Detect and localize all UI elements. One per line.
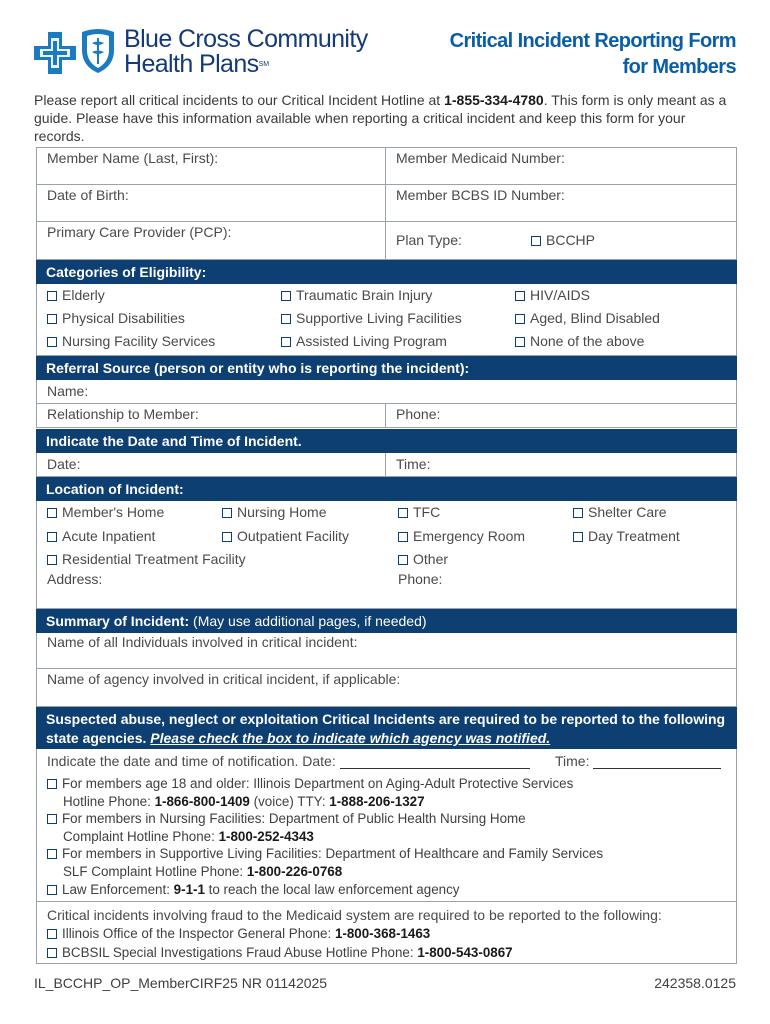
location-shelter-care-checkbox[interactable]: Shelter Care bbox=[573, 504, 667, 520]
eligibility-elderly-checkbox[interactable]: Elderly bbox=[47, 287, 105, 303]
summary-heading: Summary of Incident: (May use additional pages, if needed) bbox=[36, 609, 737, 633]
location-nursing-home-checkbox[interactable]: Nursing Home bbox=[222, 504, 326, 520]
bcbs-id-field[interactable]: Member BCBS ID Number: bbox=[396, 187, 565, 203]
eligibility-supportive-living-checkbox[interactable]: Supportive Living Facilities bbox=[281, 310, 462, 326]
location-emergency-room-checkbox[interactable]: Emergency Room bbox=[398, 528, 525, 544]
form-code: IL_BCCHP_OP_MemberCIRF25 NR 01142025 bbox=[34, 975, 328, 991]
notification-time-field[interactable]: Time: bbox=[555, 753, 721, 769]
plan-bcchp-checkbox[interactable]: BCCHP bbox=[531, 232, 595, 248]
location-address-field[interactable]: Address: bbox=[47, 571, 103, 587]
location-residential-checkbox[interactable]: Residential Treatment Facility bbox=[47, 551, 246, 567]
notification-date-field[interactable]: Indicate the date and time of notification. Date: bbox=[47, 753, 530, 769]
agency-law-enforcement-checkbox[interactable]: Law Enforcement: 9-1-1 to reach the local law enforcement agency bbox=[47, 881, 460, 899]
eligibility-nursing-facility-checkbox[interactable]: Nursing Facility Services bbox=[47, 333, 215, 349]
hotline-number: 1-855-334-4780 bbox=[444, 92, 544, 108]
medicaid-number-field[interactable]: Member Medicaid Number: bbox=[396, 150, 565, 166]
agency-hfs-checkbox[interactable]: For members in Supportive Living Facilities: Department of Healthcare and Family Services SLF Complaint Hotline Phone: 1-800-226-0768 bbox=[47, 845, 603, 880]
location-tfc-checkbox[interactable]: TFC bbox=[398, 504, 440, 520]
location-heading: Location of Incident: bbox=[36, 477, 737, 501]
eligibility-section bbox=[36, 284, 737, 356]
date-of-birth-field[interactable]: Date of Birth: bbox=[47, 187, 129, 203]
fraud-bcbsil-checkbox[interactable]: BCBSIL Special Investigations Fraud Abuse Hotline Phone: 1-800-543-0867 bbox=[47, 944, 513, 962]
incident-date-field[interactable]: Date: bbox=[47, 456, 81, 472]
eligibility-hiv-aids-checkbox[interactable]: HIV/AIDS bbox=[515, 287, 590, 303]
summary-section bbox=[36, 633, 737, 707]
member-info-section bbox=[36, 147, 737, 260]
location-day-treatment-checkbox[interactable]: Day Treatment bbox=[573, 528, 680, 544]
incident-time-field[interactable]: Time: bbox=[396, 456, 431, 472]
state-agencies-heading: Suspected abuse, neglect or exploitation Critical Incidents are required to be reported to the following state agencies. Please check the box to indicate which agency was notified. bbox=[36, 707, 737, 749]
fraud-heading: Critical incidents involving fraud to the Medicaid system are required to be reported to the following: bbox=[47, 907, 662, 923]
individuals-involved-field[interactable]: Name of all Individuals involved in critical incident: bbox=[47, 634, 358, 650]
service-mark: SM bbox=[258, 61, 270, 68]
eligibility-none-checkbox[interactable]: None of the above bbox=[515, 333, 644, 349]
referral-section bbox=[36, 380, 737, 428]
eligibility-physical-disabilities-checkbox[interactable]: Physical Disabilities bbox=[47, 310, 185, 326]
plan-type-label: Plan Type: bbox=[396, 232, 462, 248]
eligibility-tbi-checkbox[interactable]: Traumatic Brain Injury bbox=[281, 287, 432, 303]
page-header bbox=[0, 0, 770, 88]
fraud-inspector-general-checkbox[interactable]: Illinois Office of the Inspector General Phone: 1-800-368-1463 bbox=[47, 925, 430, 943]
referral-heading: Referral Source (person or entity who is reporting the incident): bbox=[36, 356, 737, 380]
pcp-field[interactable]: Primary Care Provider (PCP): bbox=[47, 224, 232, 240]
location-acute-inpatient-checkbox[interactable]: Acute Inpatient bbox=[47, 528, 155, 544]
location-section bbox=[36, 501, 737, 609]
location-other-checkbox[interactable]: Other bbox=[398, 551, 448, 567]
eligibility-heading: Categories of Eligibility: bbox=[36, 260, 737, 284]
form-title: Critical Incident Reporting Form for Members bbox=[449, 30, 736, 78]
referral-phone-field[interactable]: Phone: bbox=[396, 406, 441, 422]
state-agencies-section bbox=[36, 749, 737, 902]
brand-name: Blue Cross Community Health Plans℠ bbox=[124, 25, 368, 78]
eligibility-assisted-living-checkbox[interactable]: Assisted Living Program bbox=[281, 333, 447, 349]
location-members-home-checkbox[interactable]: Member's Home bbox=[47, 504, 164, 520]
checkbox-icon bbox=[531, 236, 541, 246]
fraud-section bbox=[36, 902, 737, 964]
agency-involved-field[interactable]: Name of agency involved in critical incident, if applicable: bbox=[47, 671, 401, 687]
form-number: 242358.0125 bbox=[654, 975, 736, 991]
location-phone-field[interactable]: Phone: bbox=[398, 571, 443, 587]
agency-public-health-checkbox[interactable]: For members in Nursing Facilities: Department of Public Health Nursing Home Complaint Hotline Phone: 1-800-252-4343 bbox=[47, 810, 526, 845]
agency-adult-protective-checkbox[interactable]: For members age 18 and older: Illinois Department on Aging-Adult Protective Services Hotline Phone: 1-866-800-1409 (voice) TTY: 1-888-206-1327 bbox=[47, 775, 573, 810]
intro-paragraph: Please report all critical incidents to our Critical Incident Hotline at 1-855-334-4780. This form is only meant as a guide. Please have this information available when reporting a critical incident and keep this form for your records. bbox=[34, 92, 727, 144]
referral-name-field[interactable]: Name: bbox=[47, 383, 89, 399]
incident-datetime-section bbox=[36, 453, 737, 477]
blue-cross-logo-icon bbox=[34, 32, 76, 74]
location-outpatient-checkbox[interactable]: Outpatient Facility bbox=[222, 528, 349, 544]
member-name-field[interactable]: Member Name (Last, First): bbox=[47, 150, 219, 166]
incident-datetime-heading: Indicate the Date and Time of Incident. bbox=[36, 429, 737, 453]
relationship-field[interactable]: Relationship to Member: bbox=[47, 406, 199, 422]
eligibility-aged-blind-checkbox[interactable]: Aged, Blind Disabled bbox=[515, 310, 660, 326]
blue-shield-logo-icon bbox=[80, 28, 116, 74]
